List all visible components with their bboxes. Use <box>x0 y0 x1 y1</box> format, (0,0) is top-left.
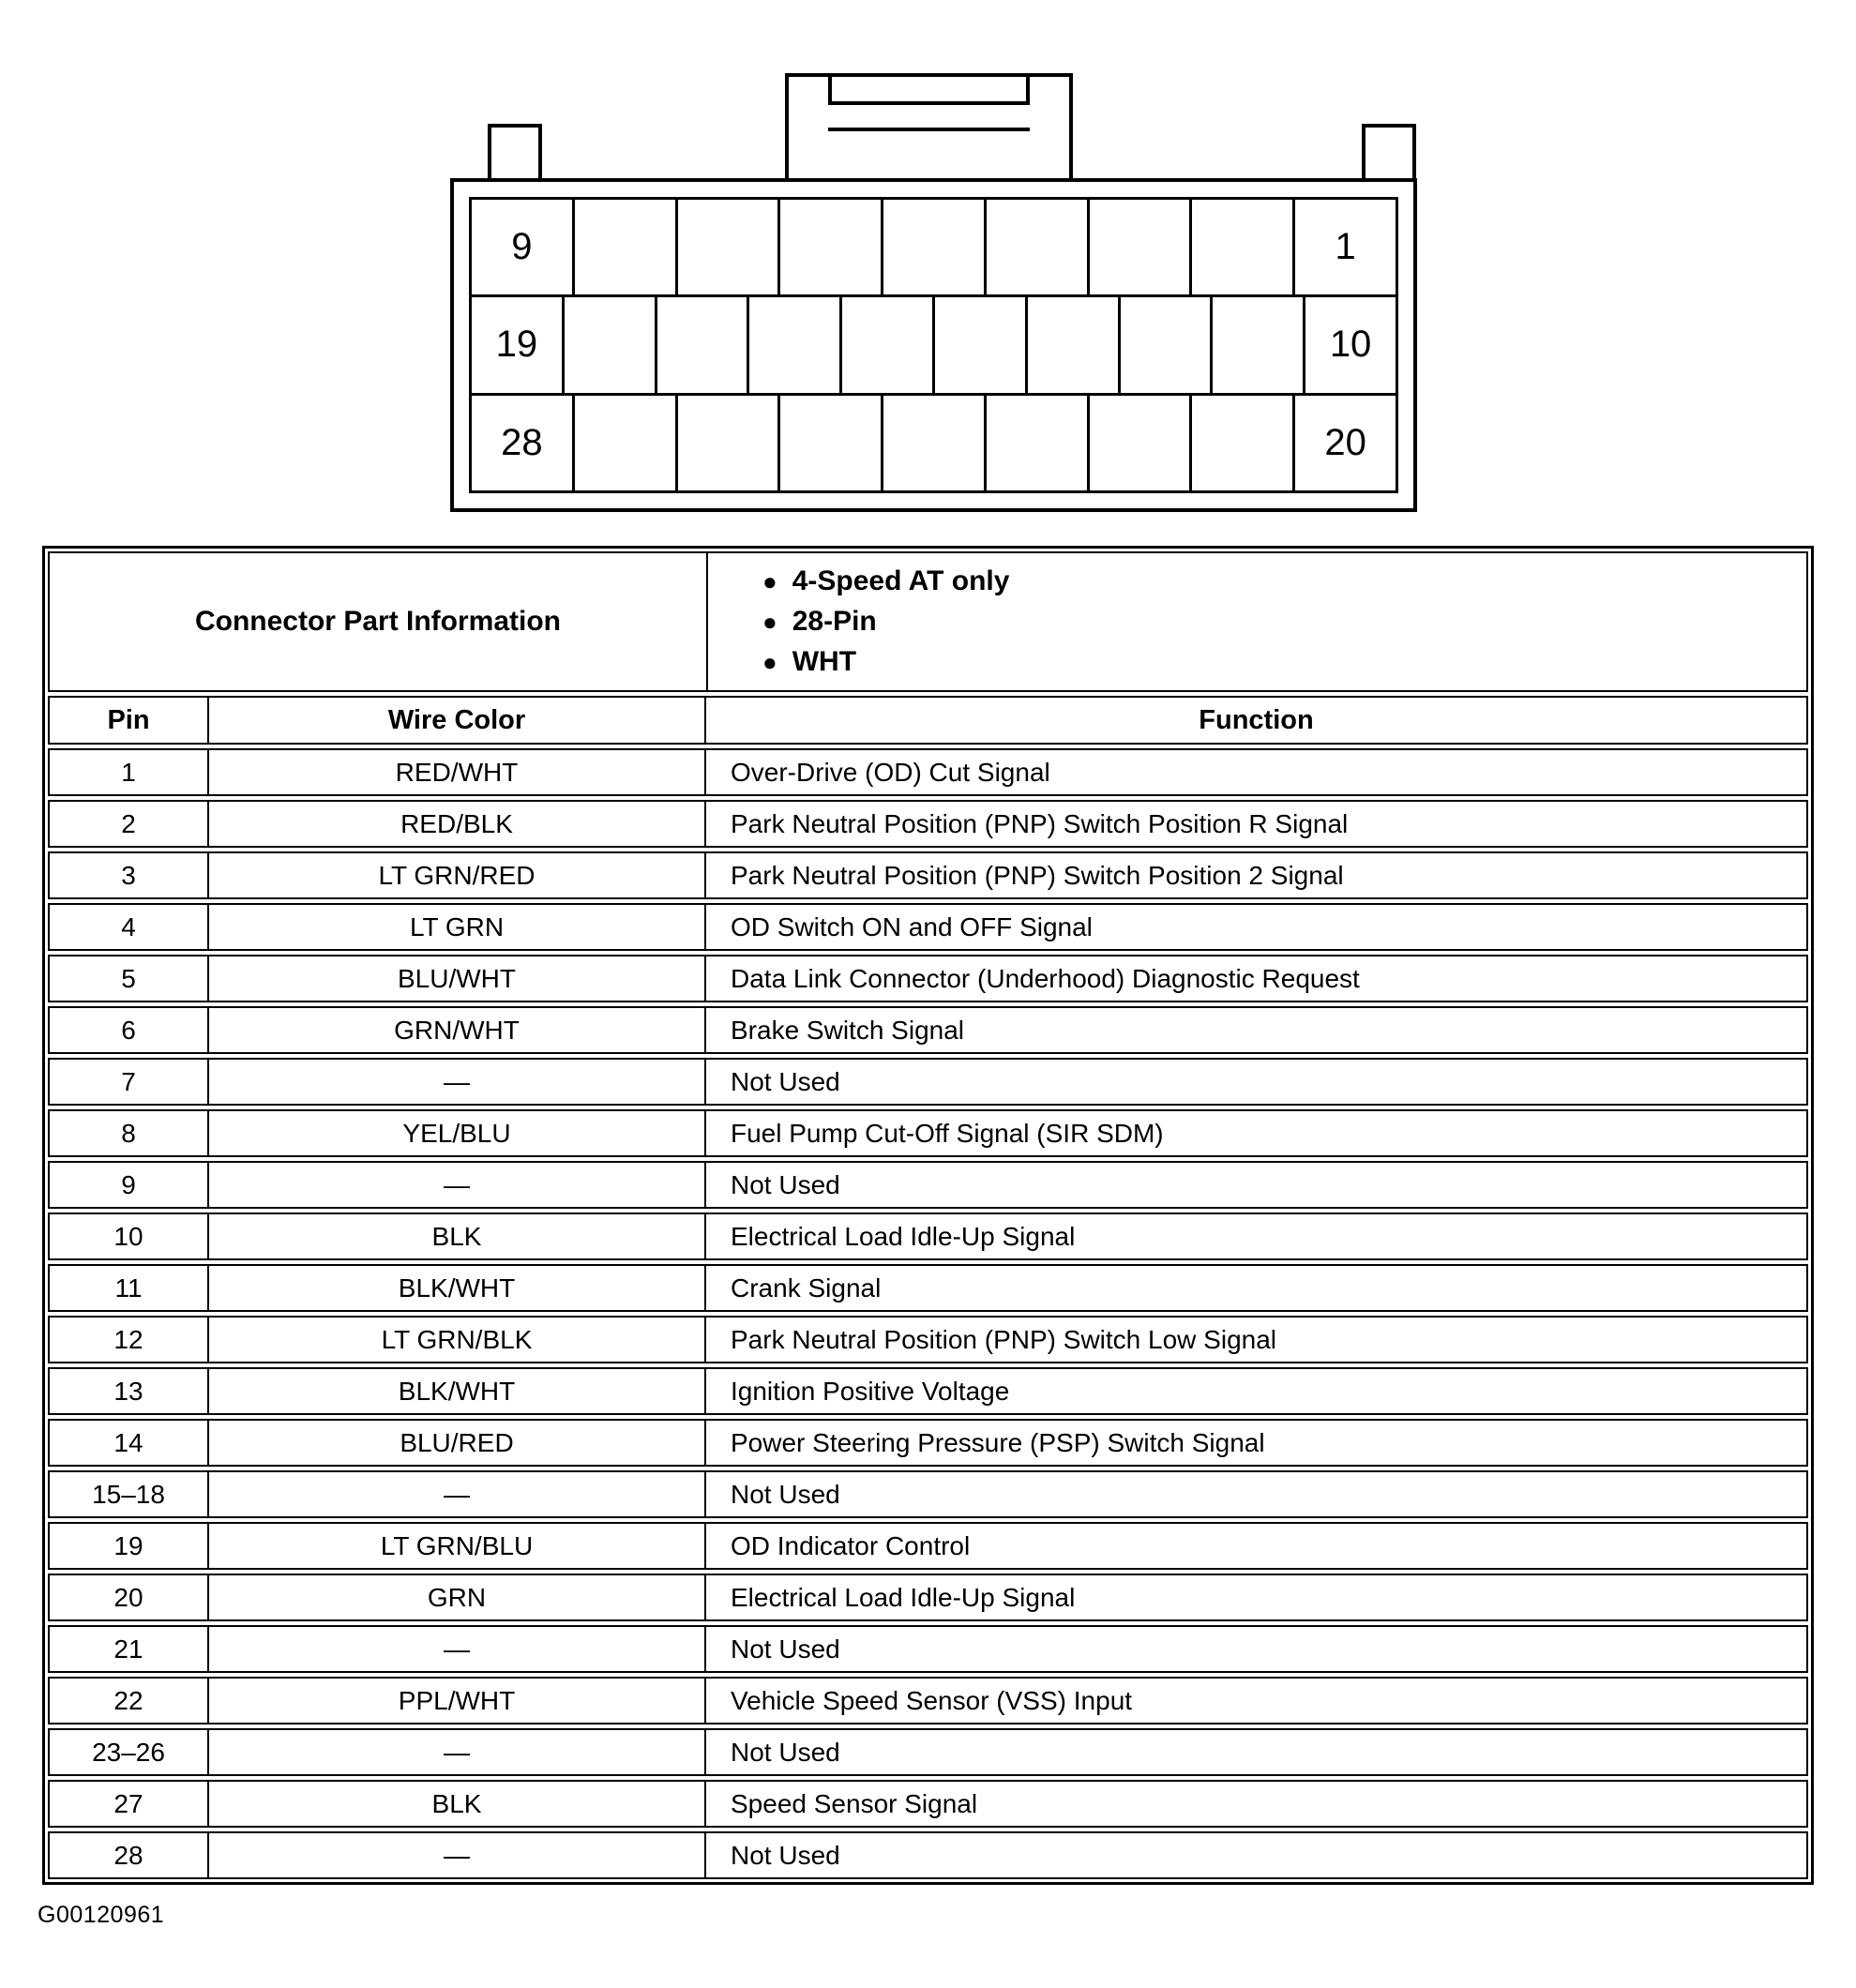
column-header-wire-color: Wire Color <box>209 698 706 743</box>
cell-pin: 2 <box>50 802 209 846</box>
bullet-icon: ● <box>762 608 777 636</box>
cell-pin: 1 <box>50 750 209 794</box>
table-row <box>48 1006 1808 1054</box>
connector-pin-cell <box>1192 396 1295 490</box>
connector-pin-cell <box>678 396 781 490</box>
table-row <box>48 800 1808 848</box>
figure-id: G00120961 <box>38 1902 165 1928</box>
connector-pin-cell: 1 <box>1335 226 1356 268</box>
cell-function: Speed Sensor Signal <box>731 1788 978 1818</box>
table-row <box>48 1574 1808 1621</box>
cell-pin: 15–18 <box>50 1472 209 1516</box>
cell-function: OD Indicator Control <box>731 1530 971 1560</box>
bullet-text: 28-Pin <box>792 606 877 637</box>
cell-function: Not Used <box>731 1066 840 1096</box>
cell-function: Park Neutral Position (PNP) Switch Position R Signal <box>731 808 1349 838</box>
cell-pin: 5 <box>50 956 209 1001</box>
table-row <box>48 1058 1808 1106</box>
cell-pin: 19 <box>50 1524 209 1568</box>
connector-pin-cell: 28 <box>472 396 575 490</box>
connector-pin-cell <box>1121 297 1214 392</box>
connector-pin-cell <box>1028 297 1121 392</box>
cell-pin: 13 <box>50 1369 209 1413</box>
bullet-icon: ● <box>762 567 777 595</box>
part-info-bullet <box>762 646 1806 678</box>
cell-wire-color: GRN/WHT <box>209 1008 706 1052</box>
table-row <box>48 1831 1808 1879</box>
table-row <box>48 1780 1808 1828</box>
part-info-label: Connector Part Information <box>50 553 708 690</box>
table-row <box>48 1109 1808 1157</box>
cell-function: Not Used <box>731 1634 840 1664</box>
bullet-text: 4-Speed AT only <box>792 565 1010 596</box>
cell-function: Crank Signal <box>731 1273 882 1303</box>
cell-function: Electrical Load Idle-Up Signal <box>731 1582 1076 1612</box>
table-row <box>48 1522 1808 1570</box>
cell-pin: 3 <box>50 853 209 897</box>
cell-wire-color: RED/BLK <box>209 802 706 846</box>
connector-right-tab <box>1362 124 1416 182</box>
connector-pin-cell <box>1090 396 1193 490</box>
table-row <box>48 851 1808 899</box>
cell-function: Ignition Positive Voltage <box>731 1376 1010 1406</box>
cell-wire-color: GRN <box>209 1575 706 1619</box>
cell-function: Brake Switch Signal <box>731 1015 965 1045</box>
connector-pin-cell <box>575 200 678 294</box>
cell-function: Park Neutral Position (PNP) Switch Position 2 Signal <box>731 860 1344 890</box>
cell-pin: 7 <box>50 1060 209 1104</box>
cell-pin: 14 <box>50 1421 209 1465</box>
table-row <box>48 903 1808 951</box>
cell-pin: 9 <box>50 1163 209 1207</box>
cell-pin: 20 <box>50 1575 209 1619</box>
connector-pin-row <box>469 294 1398 395</box>
cell-wire-color: — <box>209 1730 706 1774</box>
cell-pin: 10 <box>50 1214 209 1258</box>
connector-diagram <box>450 73 1417 512</box>
cell-wire-color: LT GRN/BLK <box>209 1318 706 1362</box>
part-info-row <box>48 551 1808 692</box>
column-header-pin: Pin <box>50 698 209 743</box>
cell-wire-color: — <box>209 1163 706 1207</box>
table-row <box>48 748 1808 796</box>
table-row <box>48 1367 1808 1415</box>
part-info-bullet <box>762 565 1806 597</box>
connector-body <box>450 178 1417 512</box>
cell-pin: 22 <box>50 1679 209 1723</box>
table-row <box>48 1677 1808 1724</box>
connector-pin-cell <box>749 297 842 392</box>
cell-wire-color: — <box>209 1060 706 1104</box>
connector-pin-cell: 10 <box>1329 324 1372 366</box>
connector-pin-cell <box>678 200 781 294</box>
connector-pin-cell: 20 <box>1324 421 1366 463</box>
cell-function: Not Used <box>731 1479 840 1509</box>
table-header-row <box>48 696 1808 745</box>
table-row <box>48 1264 1808 1312</box>
cell-function: Power Steering Pressure (PSP) Switch Signal <box>731 1427 1265 1457</box>
connector-pin-cell <box>987 396 1090 490</box>
part-info-bullets <box>708 553 1806 690</box>
cell-function: Not Used <box>731 1169 840 1199</box>
cell-wire-color: BLK/WHT <box>209 1369 706 1413</box>
pinout-table <box>42 546 1814 1885</box>
connector-pin-cell <box>780 200 883 294</box>
bullet-text: WHT <box>792 646 857 677</box>
part-info-bullet <box>762 606 1806 638</box>
cell-pin: 28 <box>50 1833 209 1877</box>
cell-function: Not Used <box>731 1737 840 1767</box>
table-row <box>48 1625 1808 1673</box>
table-row <box>48 1161 1808 1209</box>
connector-pin-row <box>469 393 1398 493</box>
column-header-function: Function <box>1199 704 1314 735</box>
table-row <box>48 1470 1808 1518</box>
cell-wire-color: PPL/WHT <box>209 1679 706 1723</box>
cell-pin: 8 <box>50 1111 209 1155</box>
table-row <box>48 955 1808 1002</box>
connector-pin-cell: 19 <box>472 297 565 392</box>
connector-pin-cell <box>987 200 1090 294</box>
cell-function: Vehicle Speed Sensor (VSS) Input <box>731 1685 1133 1715</box>
cell-wire-color: LT GRN/RED <box>209 853 706 897</box>
table-row <box>48 1212 1808 1260</box>
connector-pin-cell <box>575 396 678 490</box>
cell-pin: 23–26 <box>50 1730 209 1774</box>
cell-function: Not Used <box>731 1840 840 1870</box>
connector-center-latch <box>785 73 1073 182</box>
connector-latch-inner-line <box>828 128 1030 131</box>
connector-pin-cell <box>1213 297 1305 392</box>
cell-pin: 6 <box>50 1008 209 1052</box>
cell-function: Over-Drive (OD) Cut Signal <box>731 757 1050 787</box>
cell-wire-color: BLK <box>209 1214 706 1258</box>
connector-pin-row <box>469 197 1398 297</box>
cell-wire-color: LT GRN <box>209 905 706 949</box>
bullet-icon: ● <box>762 648 777 676</box>
cell-pin: 4 <box>50 905 209 949</box>
connector-latch-inner-rect <box>828 77 1030 105</box>
connector-pin-cell <box>780 396 883 490</box>
cell-wire-color: RED/WHT <box>209 750 706 794</box>
connector-pin-cell <box>883 396 987 490</box>
cell-wire-color: LT GRN/BLU <box>209 1524 706 1568</box>
cell-function: Park Neutral Position (PNP) Switch Low Signal <box>731 1324 1277 1354</box>
table-row <box>48 1728 1808 1776</box>
connector-pin-cell <box>842 297 935 392</box>
connector-pin-cell <box>1192 200 1295 294</box>
cell-pin: 12 <box>50 1318 209 1362</box>
connector-pin-cell <box>565 297 657 392</box>
connector-pin-cell: 9 <box>472 200 575 294</box>
cell-wire-color: BLK <box>209 1782 706 1826</box>
cell-function: OD Switch ON and OFF Signal <box>731 911 1093 941</box>
cell-wire-color: BLU/RED <box>209 1421 706 1465</box>
connector-pin-grid <box>469 197 1398 493</box>
connector-left-tab <box>488 124 542 182</box>
connector-pin-cell <box>935 297 1028 392</box>
cell-function: Electrical Load Idle-Up Signal <box>731 1221 1076 1251</box>
cell-wire-color: — <box>209 1833 706 1877</box>
cell-wire-color: BLU/WHT <box>209 956 706 1001</box>
connector-pin-cell <box>657 297 750 392</box>
cell-wire-color: — <box>209 1627 706 1671</box>
cell-wire-color: YEL/BLU <box>209 1111 706 1155</box>
table-row <box>48 1316 1808 1363</box>
connector-pin-cell <box>1090 200 1193 294</box>
table-row <box>48 1419 1808 1467</box>
cell-pin: 27 <box>50 1782 209 1826</box>
cell-pin: 11 <box>50 1266 209 1310</box>
cell-function: Fuel Pump Cut-Off Signal (SIR SDM) <box>731 1118 1164 1148</box>
cell-wire-color: BLK/WHT <box>209 1266 706 1310</box>
connector-pin-cell <box>883 200 987 294</box>
cell-wire-color: — <box>209 1472 706 1516</box>
cell-function: Data Link Connector (Underhood) Diagnostic Request <box>731 963 1360 993</box>
cell-pin: 21 <box>50 1627 209 1671</box>
